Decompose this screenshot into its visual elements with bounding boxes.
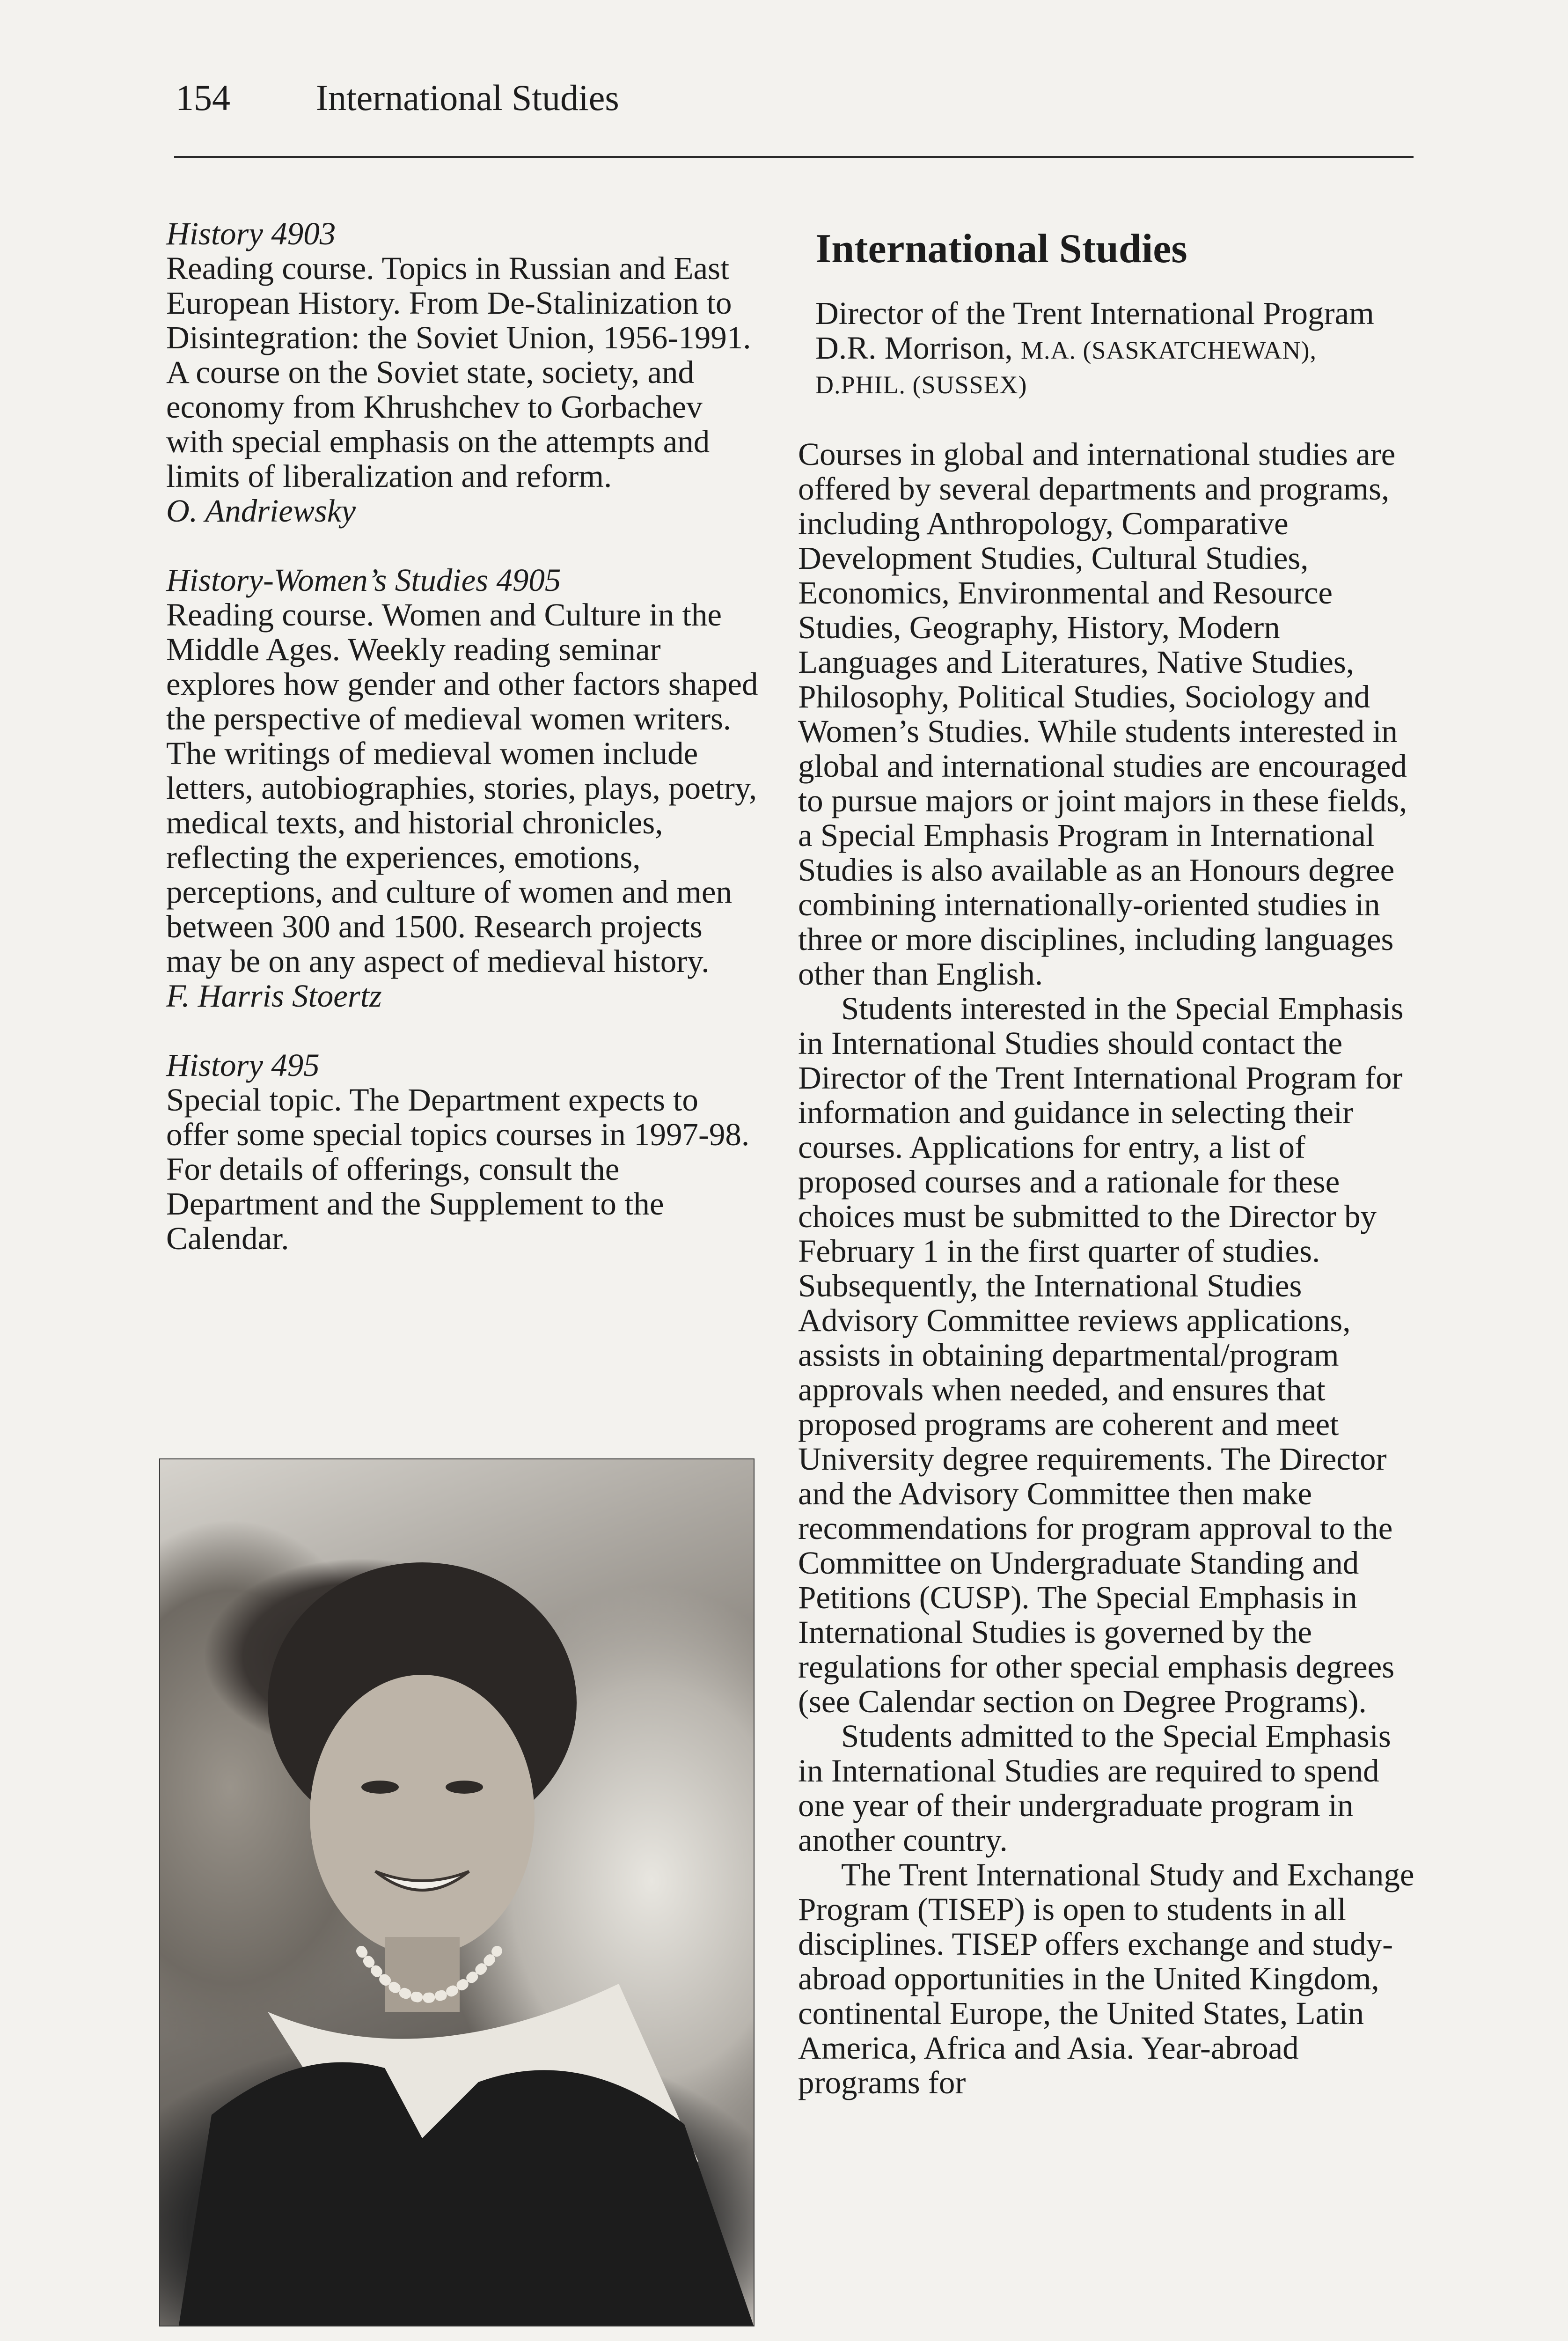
running-head [176, 77, 619, 118]
page-number: 154 [176, 77, 230, 118]
photograph-smiling-graduate-icon [160, 1459, 754, 2326]
course-instructor: F. Harris Stoertz [166, 978, 382, 1014]
director-role: Director of the Trent International Program [815, 295, 1374, 331]
body-paragraph: Students admitted to the Special Emphasis in International Studies are required to spend one year of their undergraduate program in another country. [798, 1718, 1391, 1858]
right-column [798, 216, 1421, 2100]
body-paragraph: Students interested in the Special Emphasis in International Studies should contact the Director of the Trent International Program for information and guidance in selecting their courses. Applications for entry, a list of proposed courses and a rationale for these choices must be submitted to the Director by February 1 in the first quarter of studies. Subsequently, the International Studies Advisory Committee reviews applications, assists in obtaining departmental/program approvals when needed, and ensures that proposed programs are coherent and meet University degree requirements. The Director and the Advisory Committee then make recommendations for program approval to the Committee on Undergraduate Standing and Petitions (CUSP). The Special Emphasis in International Studies is governed by the regulations for other special emphasis degrees (see Calendar section on Degree Programs). [798, 991, 1404, 1719]
body-paragraph: Courses in global and international studies are offered by several departments and programs, including Anthropology, Comparative Development Studies, Cultural Studies, Economics, Environmental and Resource Studies, Geography, History, Modern Languages and Literatures, Native Studies, Philosophy, Political Studies, Sociology and Women’s Studies. While students interested in global and international studies are encouraged to pursue majors or joint majors in these fields, a Special Emphasis Program in International Studies is also available as an Honours degree combining internationally-oriented studies in three or more disciplines, including languages other than English. [798, 436, 1407, 992]
body-paragraph: The Trent International Study and Exchange Program (TISEP) is open to students in all disciplines. TISEP offers exchange and study-abroad opportunities in the United Kingdom, continental Europe, the United States, Latin America, Africa and Asia. Year-abroad programs for [798, 1857, 1414, 2100]
header-rule [174, 156, 1414, 158]
course-title: History 495 [166, 1047, 320, 1083]
course-description: Special topic. The Department expects to offer some special topics courses in 1997-98. For details of offerings, consult the Department and the Supplement to the Calendar. [166, 1082, 750, 1256]
left-column [166, 216, 765, 1290]
course-entry-history-4903 [166, 216, 765, 528]
course-title: History 4903 [166, 216, 336, 251]
course-description: Reading course. Women and Culture in the Middle Ages. Weekly reading seminar explores how gender and other factors shaped the perspective of medieval women writers. The writings of medieval women include letters, autobiographies, stories, plays, poetry, medical texts, and historial chronicles, reflecting the experiences, emotions, perceptions, and culture of women and men between 300 and 1500. Research projects may be on any aspect of medieval history. [166, 597, 758, 979]
course-title: History-Women’s Studies 4905 [166, 562, 561, 598]
course-entry-history-495 [166, 1048, 765, 1256]
director-credentials: M.A. (SASKATCHEWAN), [1020, 336, 1317, 364]
director-credentials: D.PHIL. (SUSSEX) [815, 371, 1027, 399]
graduate-photo [159, 1458, 755, 2326]
course-description: Reading course. Topics in Russian and East European History. From De-Stalinization to Disintegration: the Soviet Union, 1956-1991. A course on the Soviet state, society, and economy from Khrushchev to Gorbachev with special emphasis on the attempts and limits of liberalization and reform. [166, 250, 751, 494]
director-name-line [815, 331, 1421, 368]
director-block [815, 296, 1421, 402]
section-title: International Studies [815, 226, 1187, 272]
course-entry-history-womens-studies-4905 [166, 563, 765, 1013]
course-instructor: O. Andriewsky [166, 493, 356, 529]
running-title: International Studies [316, 77, 619, 118]
director-name: D.R. Morrison, [815, 330, 1013, 366]
